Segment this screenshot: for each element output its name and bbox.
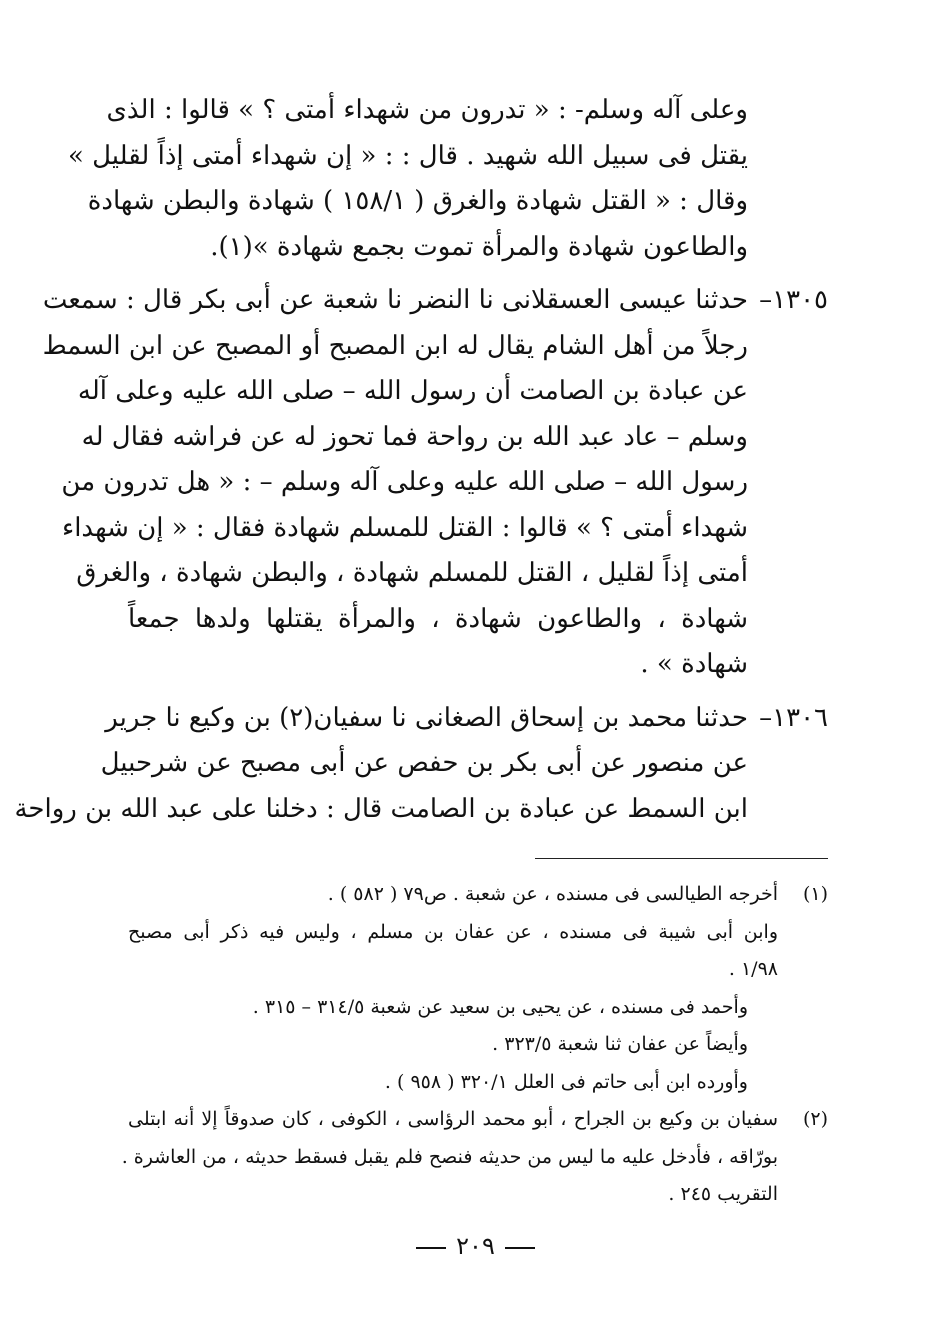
text-line: شهادة ، والطاعون شهادة ، والمرأة يقتلها ولدها جمعاً (128, 603, 748, 634)
hadith-entry-1305 (42, 278, 828, 688)
footnote-line: التقريب ٢٤٥ . (668, 1183, 778, 1205)
text-line: وعلى آله وسلم- : « تدرون من شهداء أمتى ؟ » قالوا : الذى (106, 95, 748, 125)
footnote-separator (535, 858, 828, 859)
footnote-line: وأورده ابن أبى حاتم فى العلل ٣٢٠/١ ( ٩٥٨ ) . (384, 1070, 748, 1093)
text-line: وسلم – عاد عبد الله بن رواحة فما تحوز له عن فراشه فقال له (81, 421, 748, 452)
footnote-marker: (٢) (802, 1108, 828, 1130)
text-line: عن عبادة بن الصامت أن رسول الله – صلى الله عليه وعلى آله (77, 376, 748, 406)
text-line-content: حدثنا محمد بن إسحاق الصغانى نا سفيان(٢) بن وكيع نا جرير (105, 702, 748, 733)
text-line: ابن السمط عن عبادة بن الصامت قال : دخلنا على عبد الله بن رواحة (14, 793, 748, 824)
footnote-line: وأيضاً عن عفان ثنا شعبة ٣٢٣/٥ . (492, 1033, 748, 1055)
page-number-dash (416, 1247, 446, 1249)
hadith-number: ١٣٠٦– (759, 702, 828, 733)
footnote-marker: (١) (802, 883, 828, 905)
text-line (42, 278, 828, 324)
text-line-content: حدثنا عيسى العسقلانى نا النضر نا شعبة عن أبى بكر قال : سمعت (42, 285, 748, 315)
page-number (0, 1232, 951, 1260)
main-text (14, 88, 828, 832)
text-line: والطاعون شهادة والمرأة تموت بجمع شهادة »(١). (210, 231, 748, 262)
text-line: عن منصور عن أبى بكر بن حفص عن أبى مصبح عن شرحبيل (100, 748, 748, 778)
footnote-line-content: سفيان بن وكيع بن الجراح ، أبو محمد الرؤاسى ، الكوفى ، كان صدوقاً إلا أنه ابتلى (128, 1108, 778, 1130)
hadith-entry-1306 (14, 696, 828, 833)
text-line: أمتى إذاً لقليل ، القتل للمسلم شهادة ، والبطن شهادة ، والغرق (76, 558, 748, 588)
page-number-dash (505, 1247, 535, 1249)
footnote-line: بورّاقه ، فأدخل عليه ما ليس من حديثه فنصح فلم يقبل فسقط حديثه ، من العاشرة . (121, 1145, 778, 1168)
text-line: وقال : « القتل شهادة والغرق ( ١٥٨/١ ) شهادة والبطن شهادة (87, 186, 748, 216)
footnote-line (128, 1101, 828, 1139)
footnotes (121, 876, 828, 1214)
footnote-1 (128, 876, 828, 1101)
text-line (105, 696, 828, 742)
text-line: شهادة » . (640, 649, 748, 679)
page-number-text: ٢٠٩ (456, 1232, 495, 1260)
text-line: يقتل فى سبيل الله شهيد . قال : : « إن شهداء أمتى إذاً لقليل » (67, 140, 748, 171)
text-line: شهداء أمتى ؟ » قالوا : القتل للمسلم شهادة فقال : « إن شهداء (61, 512, 748, 543)
footnote-line: وابن أبى شيبة فى مسنده ، عن عفان بن مسلم ، وليس فيه ذكر أبى مصبح (128, 920, 778, 943)
footnote-line-content: أخرجه الطيالسى فى مسنده ، عن شعبة . ص٧٩ ( ٥٨٢ ) . (327, 883, 778, 905)
text-line: رسول الله – صلى الله عليه وعلى آله وسلم – : « هل تدرون من (61, 467, 748, 497)
text-line: رجلاً من أهل الشام يقال له ابن المصبح أو المصبح عن ابن السمط (42, 330, 748, 361)
footnote-2 (121, 1101, 828, 1214)
hadith-number: ١٣٠٥– (759, 285, 828, 315)
footnote-line (128, 876, 828, 914)
paragraph-continuation (67, 88, 828, 270)
footnote-line: وأحمد فى مسنده ، عن يحيى بن سعيد عن شعبة ٣١٤/٥ – ٣١٥ . (252, 995, 748, 1018)
footnote-line: ١/٩٨ . (728, 958, 778, 980)
